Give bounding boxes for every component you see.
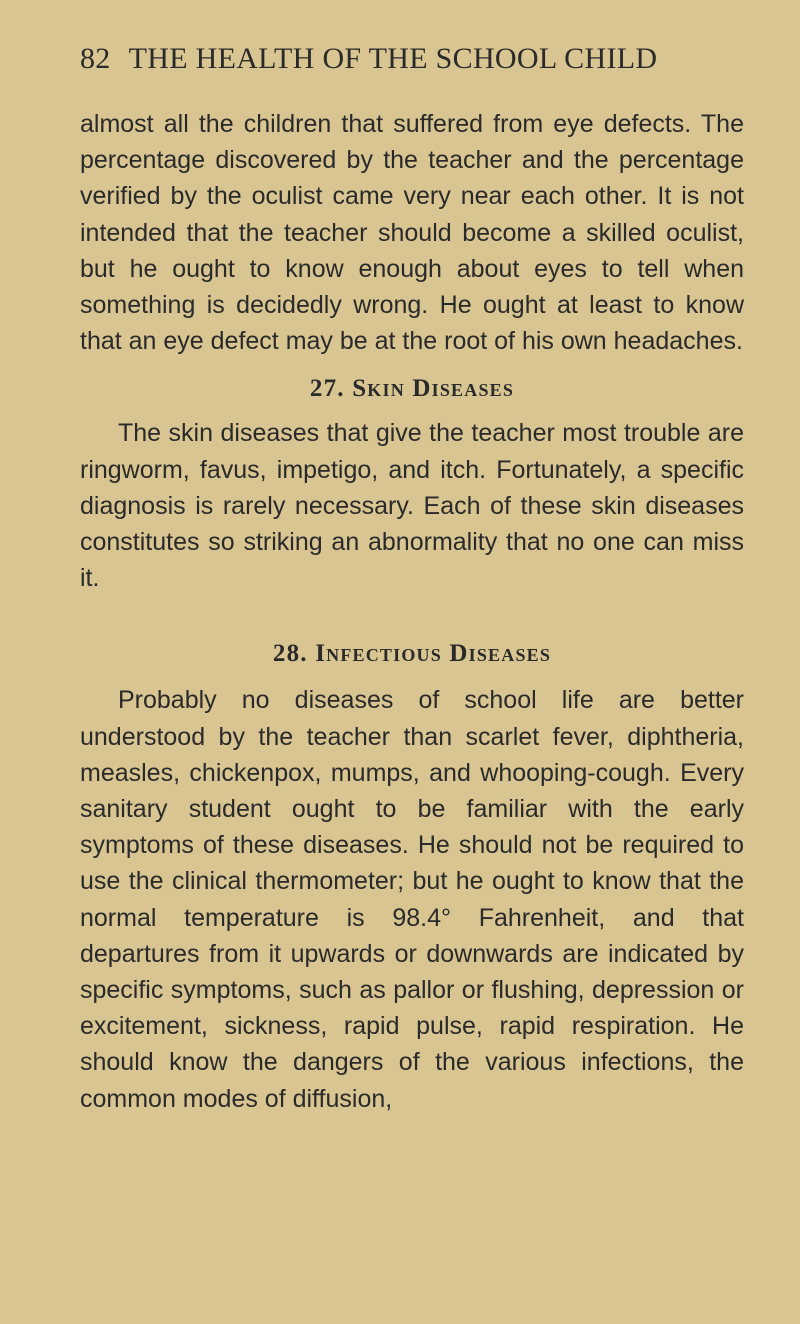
skin-diseases-paragraph: The skin diseases that give the teacher most trouble are ringworm, favus, impetigo, and itch. Fortunately, a specific diagnosis is rarely necessary. Each of these skin diseases constitutes so striking an abnormality that no one can miss it. — [80, 419, 744, 593]
running-title: THE HEALTH OF THE SCHOOL CHILD — [128, 42, 658, 75]
page-number: 82 — [80, 42, 111, 75]
section-heading-infectious-diseases: 28. Infectious Diseases — [272, 640, 552, 668]
intro-paragraph: almost all the children that suffered from eye defects. The percentage discovered by the teacher and the percentage verified by the oculist came very near each other. It is not intended that the teacher should become a skilled oculist, but he ought to know enough about eyes to tell when something is decidedly wrong. He ought at least to know that an eye defect may be at the root of his own headaches. — [80, 110, 744, 356]
body-text — [80, 106, 744, 1117]
running-head — [80, 42, 742, 76]
section-heading-skin-diseases: 27. Skin Diseases — [309, 375, 515, 403]
infectious-diseases-paragraph: Probably no diseases of school life are better understood by the teacher than scarlet fever, diphtheria, measles, chickenpox, mumps, and whooping-cough. Every sanitary student ought to be familiar with the early symptoms of these diseases. He should not be required to use the clinical thermometer; but he ought to know that the normal temperature is 98.4° Fahrenheit, and that departures from it upwards or downwards are indicated by specific symptoms, such as pallor or flushing, depression or excitement, sickness, rapid pulse, rapid respiration. He should know the dangers of the various infections, the common modes of diffusion, — [80, 686, 744, 1113]
